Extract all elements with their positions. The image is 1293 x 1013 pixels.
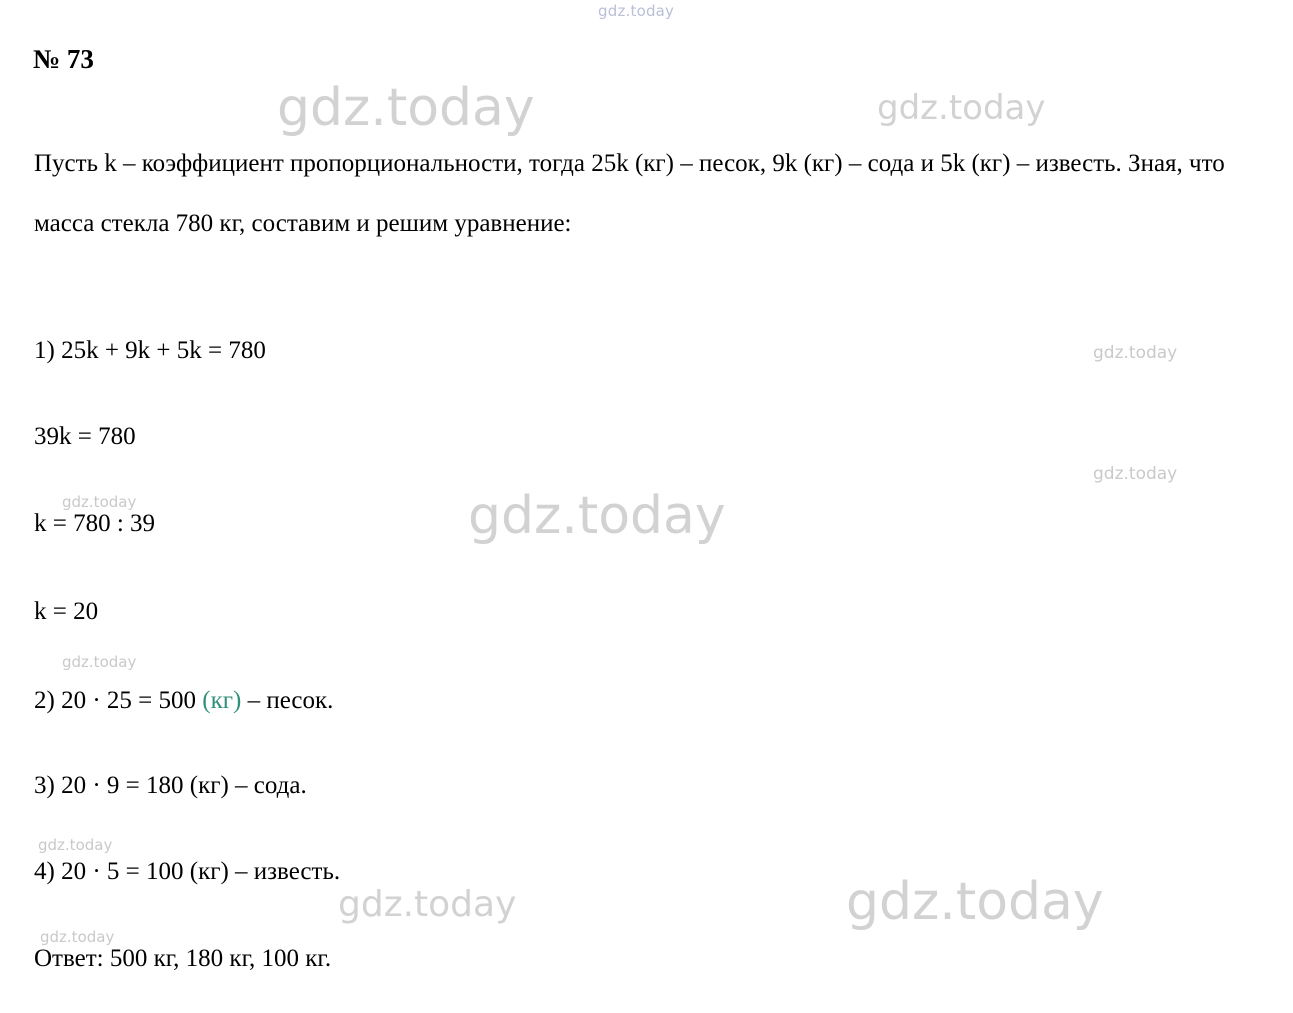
solution-equation-39k: 39k = 780 [34, 423, 136, 450]
watermark-large-center: gdz.today [468, 486, 726, 546]
solution-step-2-unit: (кг) [202, 687, 242, 714]
watermark-medium-bottom-center: gdz.today [338, 884, 517, 925]
problem-statement: Пусть k – коэффициент пропорциональности, тогда 25k (кг) – песок, 9k (кг) – сода и 5k (кг) – известь. Зная, что масса стекла 780 кг, составим и решим уравнение: [34, 150, 1225, 237]
solution-step-2-suffix: – песок. [241, 687, 334, 714]
watermark-small-left-upper: gdz.today [62, 493, 137, 511]
watermark-small-left-lower: gdz.today [38, 836, 113, 854]
watermark-small-left-bottom: gdz.today [40, 928, 115, 946]
solution-step-1: 1) 25k + 9k + 5k = 780 [34, 337, 266, 364]
solution-step-4: 4) 20 · 5 = 100 (кг) – известь. [34, 858, 341, 885]
watermark-small-left-middle: gdz.today [62, 653, 137, 671]
watermark-large-bottom-right: gdz.today [846, 872, 1104, 932]
watermark-top: gdz.today [598, 2, 675, 20]
answer-line: Ответ: 500 кг, 180 кг, 100 кг. [34, 945, 332, 972]
watermark-large-upper-left: gdz.today [277, 78, 535, 138]
watermark-small-right-lower: gdz.today [1093, 464, 1178, 484]
solution-equation-k-division: k = 780 : 39 [34, 510, 156, 537]
solution-step-2-prefix: 2) 20 · 25 = 500 [34, 687, 203, 714]
solution-equation-k-value: k = 20 [34, 598, 99, 625]
solution-step-2 [34, 687, 333, 715]
task-number: № 73 [33, 44, 94, 74]
watermark-small-right-upper: gdz.today [1093, 343, 1178, 363]
watermark-medium-upper-right: gdz.today [877, 88, 1046, 128]
solution-step-3: 3) 20 · 9 = 180 (кг) – сода. [34, 772, 307, 799]
